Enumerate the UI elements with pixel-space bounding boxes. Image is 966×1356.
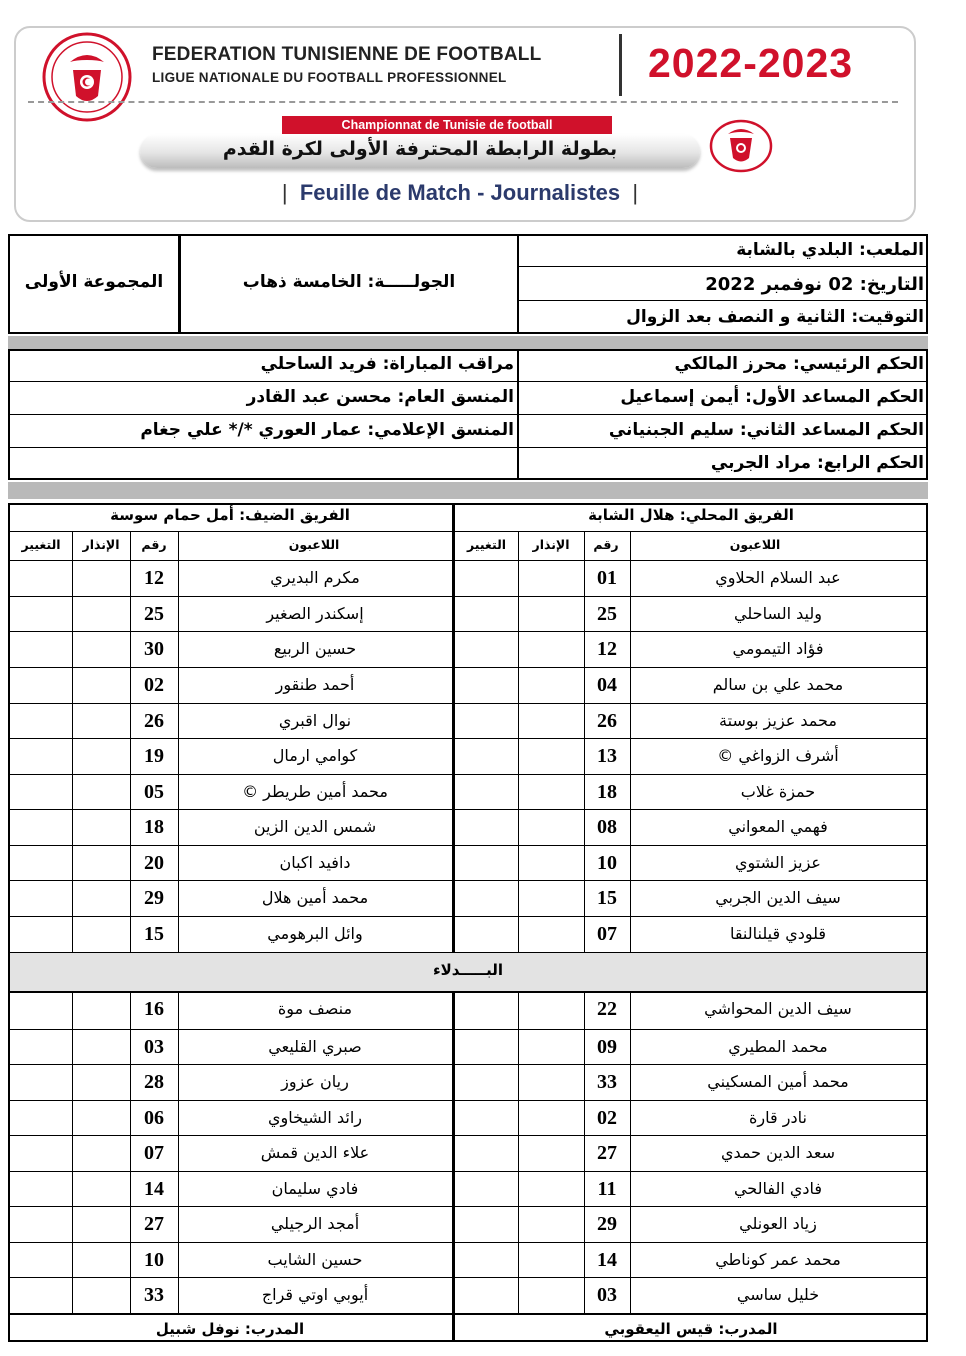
away-col-substitution: التغيير [21,537,61,552]
row-line [10,667,926,668]
away-substitute-number: 27 [144,1213,164,1235]
home-starter-name: قلودي قيلنالنقا [729,924,827,943]
home-starter-name: محمد علي بن سالم [712,675,844,694]
home-starter-name: سيف الدين الجربي [715,888,841,907]
away-substitute-number: 07 [144,1142,164,1164]
dashed-separator [28,101,898,103]
away-col-players: اللاعبون [288,537,340,552]
home-substitute-number: 29 [597,1213,617,1235]
away-substitute-name: حسين الشايب [267,1250,363,1269]
away-substitute-number: 10 [144,1249,164,1271]
championship-fr: Championnat de Tunisie de football [282,116,612,134]
home-starter-name: محمد عزيز بوستة [719,711,837,730]
away-starter-name: شمس الدين الزين [253,817,377,836]
away-substitute-name: أمجد الرجيلي [270,1214,360,1233]
away-substitute-number: 28 [144,1071,164,1093]
home-substitute-number: 11 [597,1178,617,1200]
row-line [10,1100,926,1101]
away-substitute-number: 14 [144,1178,164,1200]
home-substitute-name: محمد أمين المسكيني [707,1072,849,1091]
away-starter-number: 15 [144,923,164,945]
row-line [10,1171,926,1172]
col-line [72,991,73,1313]
home-starter-number: 01 [597,567,617,589]
separator-bar-1 [8,336,928,349]
sheet-title-text: Feuille de Match - Journalistes [299,180,621,205]
match-time: التوقيت: الثانية و النصف بعد الزوال [626,307,924,327]
away-starter-name: حسين الربيع [273,639,357,658]
col-line [518,531,519,952]
away-starter-number: 25 [144,603,164,625]
match-date: التاريخ: 02 نوفمبر 2022 [705,274,924,295]
table-border-top [8,503,928,505]
away-substitute-number: 16 [144,998,164,1020]
row-line [10,774,926,775]
home-starter-number: 25 [597,603,617,625]
round: الجولـــــة: الخامسة ذهاب [242,272,456,292]
row-line [10,1135,926,1136]
row-line [10,916,926,917]
away-starter-number: 02 [144,674,164,696]
row-line [10,1029,926,1030]
home-starter-number: 10 [597,852,617,874]
away-starter-name: وائل البرهومي [267,924,363,943]
league-logo [708,118,774,174]
home-starter-number: 08 [597,816,617,838]
row-line [10,631,926,632]
row-line [10,880,926,881]
row-line [10,1064,926,1065]
home-substitute-name: زياد العونلي [739,1214,817,1233]
away-starter-name: نوال اقبري [278,711,352,730]
home-starter-name: عبد السلام الحلاوي [715,568,841,587]
stadium: الملعب: البلدي بالشابة [736,240,924,260]
home-col-substitution: التغيير [466,537,507,552]
media-coordinator: المنسق الإعلامي: عمار العوري */* علي جغام [140,420,514,440]
table-border-left [8,503,10,1342]
info-divider-2 [517,234,519,334]
away-substitute-name: أيوبي اوتي قراج [261,1285,369,1304]
col-line [584,531,585,952]
ligue-name: LIGUE NATIONALE DU FOOTBALL PROFESSIONNEL [152,70,507,85]
home-substitute-name: محمد عمر كوناطي [715,1250,841,1269]
away-starter-number: 19 [144,745,164,767]
group: المجموعة الأولى [24,272,164,292]
substitutes-label: البـــــدلاء [432,961,504,979]
away-starter-name: كوامي ارمال [272,746,358,765]
away-starter-number: 12 [144,567,164,589]
home-col-warning: الإنذار [532,537,570,552]
row-line [10,1206,926,1207]
main-referee: الحكم الرئيسي: محرز المالكي [674,354,924,374]
home-starter-name: أشرف الزواغي © [717,746,839,765]
away-substitute-name: علاء الدين قمش [260,1143,370,1162]
away-starter-name: مكرم البديري [270,568,360,587]
home-substitute-name: فادي الفالحي [733,1179,823,1198]
away-starter-name: دافيد اكبان [279,853,351,872]
row-line [10,991,926,993]
row-line [10,952,926,953]
row-line [10,1277,926,1278]
row-line [10,738,926,739]
away-substitute-name: صبري القليعي [268,1037,362,1056]
home-substitute-number: 22 [597,998,617,1020]
home-substitute-name: سعد الدين حمدي [720,1143,836,1162]
home-starter-name: حمزة غلاب [740,782,816,801]
ftf-logo [40,30,134,124]
row-line [10,560,926,561]
away-starter-number: 20 [144,852,164,874]
col-line [518,991,519,1313]
table-center-divider-top [452,503,455,953]
separator-bar-2 [8,482,928,499]
home-substitute-number: 33 [597,1071,617,1093]
home-substitute-number: 14 [597,1249,617,1271]
home-starter-name: عزيز الشتوي [735,853,821,872]
match-commissioner: مراقب المباراة: فريد الساحلي [260,354,514,374]
away-substitute-name: رائد الشيخاوي [268,1108,362,1127]
home-starter-number: 18 [597,781,617,803]
assistant-referee-1: الحكم المساعد الأول: أيمن إسماعيل [620,387,924,407]
home-substitute-name: نادر قارة [749,1108,807,1127]
away-substitute-number: 06 [144,1107,164,1129]
championship-ar: بطولة الرابطة المحترفة الأولى لكرة القدم [222,138,618,160]
row-line [10,531,926,532]
home-col-players: اللاعبون [729,537,781,552]
home-starter-name: وليد الساحلي [734,604,822,623]
table-center-divider-bottom [452,991,455,1342]
season-label: 2022-2023 [648,40,854,86]
officials-rule-3 [8,447,928,448]
col-line [72,531,73,952]
away-col-warning: الإنذار [82,537,120,552]
home-substitute-number: 02 [597,1107,617,1129]
table-border-bottom [8,1340,928,1342]
away-starter-number: 05 [144,781,164,803]
home-starter-number: 07 [597,923,617,945]
row-line [10,809,926,810]
home-substitute-name: سيف الدين المحواشي [704,999,852,1018]
home-starter-name: فؤاد التيمومي [732,639,824,658]
home-starter-number: 15 [597,887,617,909]
away-substitute-number: 33 [144,1284,164,1306]
home-substitute-name: محمد المطيري [728,1037,828,1056]
away-substitute-name: ريان عزوز [281,1072,349,1091]
header-divider [619,34,622,96]
table-border-right [926,503,928,1342]
home-substitute-name: خليل ساسي [736,1285,820,1304]
away-team-label: الفريق الضيف: أمل حمام سوسة [110,506,350,524]
info-divider-1 [178,234,181,334]
col-line [584,991,585,1313]
officials-rule-1 [8,381,928,382]
general-coordinator: المنسق العام: محسن عبد القادر [246,387,514,407]
home-starter-name: فهمي المعواني [728,817,828,836]
home-coach: المدرب: قيس اليعقوبي [604,1320,778,1338]
row-line [10,703,926,704]
info-rule-1 [519,266,928,267]
away-starter-name: محمد أمين طريطر © [242,782,388,801]
home-substitute-number: 09 [597,1036,617,1058]
away-starter-name: إسكندر الصغير [266,604,364,623]
row-line [10,845,926,846]
home-team-label: الفريق المحلي: هلال الشابة [588,506,794,524]
away-substitute-number: 03 [144,1036,164,1058]
away-starter-number: 26 [144,710,164,732]
home-starter-number: 26 [597,710,617,732]
officials-rule-2 [8,414,928,415]
assistant-referee-2: الحكم المساعد الثاني: سليم الجبنياني [608,420,924,440]
away-substitute-name: منصف موة [277,999,353,1018]
away-substitute-name: فادي سليمان [271,1179,359,1198]
away-starter-name: محمد أمين هلال [261,888,369,907]
fourth-official: الحكم الرابع: مراد الجربي [710,453,924,473]
row-line [10,1313,926,1315]
info-rule-2 [519,300,928,301]
col-line [630,991,631,1313]
sheet-title: | Feuille de Match - Journalistes | [281,180,639,205]
away-col-number: رقم [141,537,167,552]
home-starter-number: 13 [597,745,617,767]
col-line [630,531,631,952]
away-starter-number: 18 [144,816,164,838]
row-line [10,1242,926,1243]
home-substitute-number: 03 [597,1284,617,1306]
home-starter-number: 04 [597,674,617,696]
away-starter-number: 30 [144,638,164,660]
away-starter-name: أحمد طنقور [275,675,355,694]
col-line [130,991,131,1313]
federation-name: FEDERATION TUNISIENNE DE FOOTBALL [152,44,542,65]
home-substitute-number: 27 [597,1142,617,1164]
home-starter-number: 12 [597,638,617,660]
col-line [178,531,179,952]
home-col-number: رقم [593,537,619,552]
away-coach: المدرب: نوفل شبيل [155,1320,305,1338]
col-line [130,531,131,952]
away-starter-number: 29 [144,887,164,909]
row-line [10,596,926,597]
col-line [178,991,179,1313]
